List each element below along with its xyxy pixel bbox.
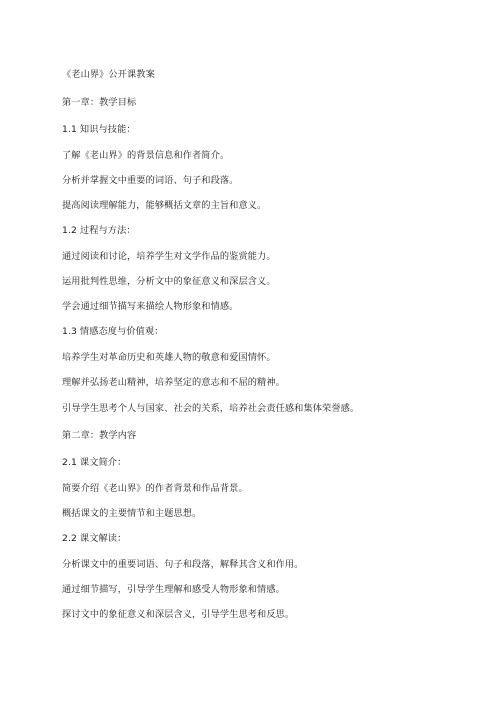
- paragraph-line: 培养学生对革命历史和英雄人物的敬意和爱国情怀。: [62, 352, 276, 363]
- chapter-heading: 第二章：教学内容: [62, 430, 137, 441]
- paragraph-line: 分析课文中的重要词语、句子和段落，解释其含义和作用。: [62, 559, 304, 570]
- paragraph-line: 运用批判性思维，分析文中的象征意义和深层含义。: [62, 276, 276, 287]
- chapter-heading: 第一章：教学目标: [62, 97, 137, 108]
- section-heading: 1.2 过程与方法：: [62, 225, 136, 236]
- document-title: 《老山界》公开课教案: [62, 69, 155, 80]
- section-heading: 2.2 课文解读：: [62, 533, 127, 544]
- section-heading: 2.1 课文简介：: [62, 457, 127, 468]
- paragraph-line: 提高阅读理解能力，能够概括文章的主旨和意义。: [62, 200, 267, 211]
- paragraph-line: 分析并掌握文中重要的词语、句子和段落。: [62, 175, 239, 186]
- paragraph-line: 通过细节描写，引导学生理解和感受人物形象和情感。: [62, 584, 285, 595]
- paragraph-line: 探讨文中的象征意义和深层含义，引导学生思考和反思。: [62, 609, 295, 620]
- paragraph-line: 概括课文的主要情节和主题思想。: [62, 508, 202, 519]
- paragraph-line: 学会通过细节描写来描绘人物形象和情感。: [62, 301, 239, 312]
- section-heading: 1.3 情感态度与价值观：: [62, 326, 164, 337]
- paragraph-line: 简要介绍《老山界》的作者背景和作品背景。: [62, 483, 248, 494]
- section-heading: 1.1 知识与技能：: [62, 124, 136, 135]
- paragraph-line: 引导学生思考个人与国家、社会的关系，培养社会责任感和集体荣誉感。: [62, 403, 360, 414]
- paragraph-line: 了解《老山界》的背景信息和作者简介。: [62, 150, 230, 161]
- paragraph-line: 理解并弘扬老山精神，培养坚定的意志和不屈的精神。: [62, 377, 285, 388]
- paragraph-line: 通过阅读和讨论，培养学生对文学作品的鉴赏能力。: [62, 251, 276, 262]
